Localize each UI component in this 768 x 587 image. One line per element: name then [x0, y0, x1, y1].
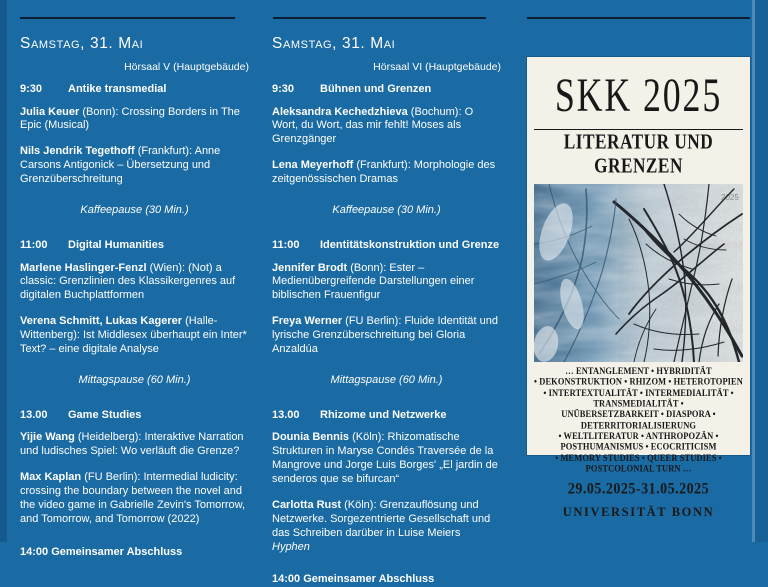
venue-label: Hörsaal V (Hauptgebäude) — [124, 60, 249, 73]
session-header — [272, 239, 501, 253]
talk-entry — [272, 106, 501, 148]
talk-entry — [272, 499, 501, 554]
session-header — [20, 239, 249, 253]
session-title: Rhizome und Netzwerke — [320, 408, 447, 421]
page-fold-right — [755, 0, 768, 542]
talk-entry — [272, 159, 501, 187]
session-time: 13.00 — [272, 408, 300, 421]
talk-description: (Köln): Grenzauflösung und Netzwerke. Sorgezentrierte Gesellschaft und das Schreiben darüber in Luise Meiers — [272, 498, 491, 539]
poster-subtitle: LITERATUR UND GRENZEN — [563, 129, 714, 177]
session-time: 11:00 — [20, 238, 48, 251]
session-title: Antike transmedial — [68, 82, 167, 95]
talk-entry — [272, 262, 501, 304]
talk-description: (Frankfurt): Morphologie des zeitgenössischen Dramas — [272, 159, 496, 186]
keywords-line: • INTERTEXTUALITÄT • INTERMEDIALITÄT • TRANSMEDIALITÄT • — [543, 387, 734, 409]
keywords-line: • MEMORY STUDIES • QUEER STUDIES • POSTCOLONIAL TURN … — [555, 452, 722, 474]
session-header — [272, 409, 501, 423]
page-fold-left — [0, 0, 7, 542]
talk-entry — [20, 145, 249, 187]
talk-entry — [20, 471, 249, 526]
talk-description: (FU Berlin): Intermedial ludicity: crossing the boundary between the novel and the video game in Gabrielle Zevin's Tomorrow, and Tomorrow, and Tomorrow (2022) — [20, 471, 246, 525]
talk-entry — [272, 315, 501, 357]
poster-keywords — [529, 365, 748, 473]
tree-branches-image — [534, 184, 743, 362]
speaker-name: Carlotta Rust — [272, 498, 342, 511]
speaker-name: Dounia Bennis — [272, 431, 350, 444]
day-heading: Samstag, 31. Mai — [272, 35, 396, 52]
program-column-hoersaal-vi — [272, 28, 501, 587]
session-title: Digital Humanities — [68, 238, 164, 251]
coffee-break-label: Kaffeepause (30 Min.) — [80, 203, 189, 216]
closing-session-label: 14:00 Gemeinsamer Abschluss — [20, 545, 183, 558]
speaker-name: Marlene Haslinger-Fenzl — [20, 261, 147, 274]
session-title: Identitätskonstruktion und Grenze — [320, 238, 500, 251]
talk-description: (Frankfurt): Anne Carsons Antigonick – Übersetzung und Grenzüberschreitung — [20, 145, 221, 186]
panel-rule-left — [20, 17, 235, 19]
session-title: Bühnen und Grenzen — [320, 82, 432, 95]
talk-description: (Bonn): Crossing Borders in The Epic (Musical) — [20, 105, 240, 132]
talk-description: (Heidelberg): Interaktive Narration und ludisches Spiel: Wo verläuft die Grenze? — [20, 431, 244, 458]
lunch-break-label: Mittagspause (60 Min.) — [330, 373, 443, 386]
talk-description: (Wien): (Not) a classic: Grenzlinien des Klassikergenres auf digitalen Buchplattformen — [20, 261, 236, 302]
speaker-name: Verena Schmitt, Lukas Kagerer — [20, 315, 183, 328]
speaker-name: Max Kaplan — [20, 471, 82, 484]
speaker-name: Jennifer Brodt — [272, 261, 348, 274]
keywords-line: … ENTANGLEMENT • HYBRIDITÄT — [565, 365, 712, 376]
session-header — [272, 83, 501, 97]
talk-description: (Köln): Rhizomatische Strukturen in Maryse Condés Traversée de la Mangrove und Jorge Luis Borges' „El jardin de senderos que se bifurcan“ — [272, 431, 498, 486]
talk-description: (FU Berlin): Fluide Identität und lyrische Grenzüberschreitung bei Gloria Anzaldúa — [272, 315, 499, 355]
talk-entry — [20, 315, 249, 357]
poster-dates: 29.05.2025-31.05.2025 — [567, 481, 710, 498]
speaker-name: Julia Keuer — [20, 105, 80, 118]
speaker-name: Freya Werner — [272, 315, 343, 328]
keywords-line: • DEKONSTRUKTION • RHIZOM • HETEROTOPIEN — [534, 376, 743, 387]
talk-entry — [20, 106, 249, 134]
talk-entry — [272, 431, 501, 486]
program-column-hoersaal-v — [20, 28, 249, 560]
panel-rule-middle — [273, 17, 486, 19]
poster-title: SKK 2025 — [554, 69, 723, 122]
panel-rule-right — [527, 17, 750, 19]
speaker-name: Yijie Wang — [20, 431, 75, 444]
talk-description: (Halle-Wittenberg): Ist Middlesex überhaupt ein Inter* Text? – eine digitale Analyse — [20, 315, 247, 355]
coffee-break-label: Kaffeepause (30 Min.) — [332, 203, 441, 216]
day-heading: Samstag, 31. Mai — [20, 35, 144, 52]
talk-description: (Bonn): Ester – Medienübergreifende Darstellungen einer biblischen Frauenfigur — [272, 261, 475, 302]
talk-entry — [20, 431, 249, 459]
session-header — [20, 409, 249, 423]
conference-poster — [527, 57, 750, 520]
session-header — [20, 83, 249, 97]
talk-description: (Bochum): O Wort, du Wort, das mir fehlt! Moses als Grenzgänger — [272, 105, 474, 146]
keywords-line: • WELTLITERATUR • ANTHROPOZÄN • POSTHUMANISMUS • ECOCRITICISM — [558, 430, 719, 452]
session-time: 9:30 — [272, 82, 295, 95]
poster-institution: UNIVERSITÄT BONN — [562, 504, 715, 520]
keywords-line: UNÜBERSETZBARKEIT • DIASPORA • DETERRITORIALISIERUNG — [561, 408, 716, 431]
speaker-name: Aleksandra Kechedzhieva — [272, 105, 408, 118]
session-time: 13.00 — [20, 408, 48, 421]
session-time: 9:30 — [20, 82, 43, 95]
session-title: Game Studies — [68, 408, 142, 421]
lunch-break-label: Mittagspause (60 Min.) — [78, 373, 191, 386]
closing-session-label: 14:00 Gemeinsamer Abschluss — [272, 573, 435, 586]
speaker-name: Nils Jendrik Tegethoff — [20, 145, 135, 158]
session-time: 11:00 — [272, 238, 300, 251]
venue-label: Hörsaal VI (Hauptgebäude) — [373, 60, 501, 73]
image-watermark: 2025 — [721, 193, 739, 202]
talk-entry — [20, 262, 249, 304]
work-title: Hyphen — [272, 540, 310, 553]
speaker-name: Lena Meyerhoff — [272, 159, 354, 172]
